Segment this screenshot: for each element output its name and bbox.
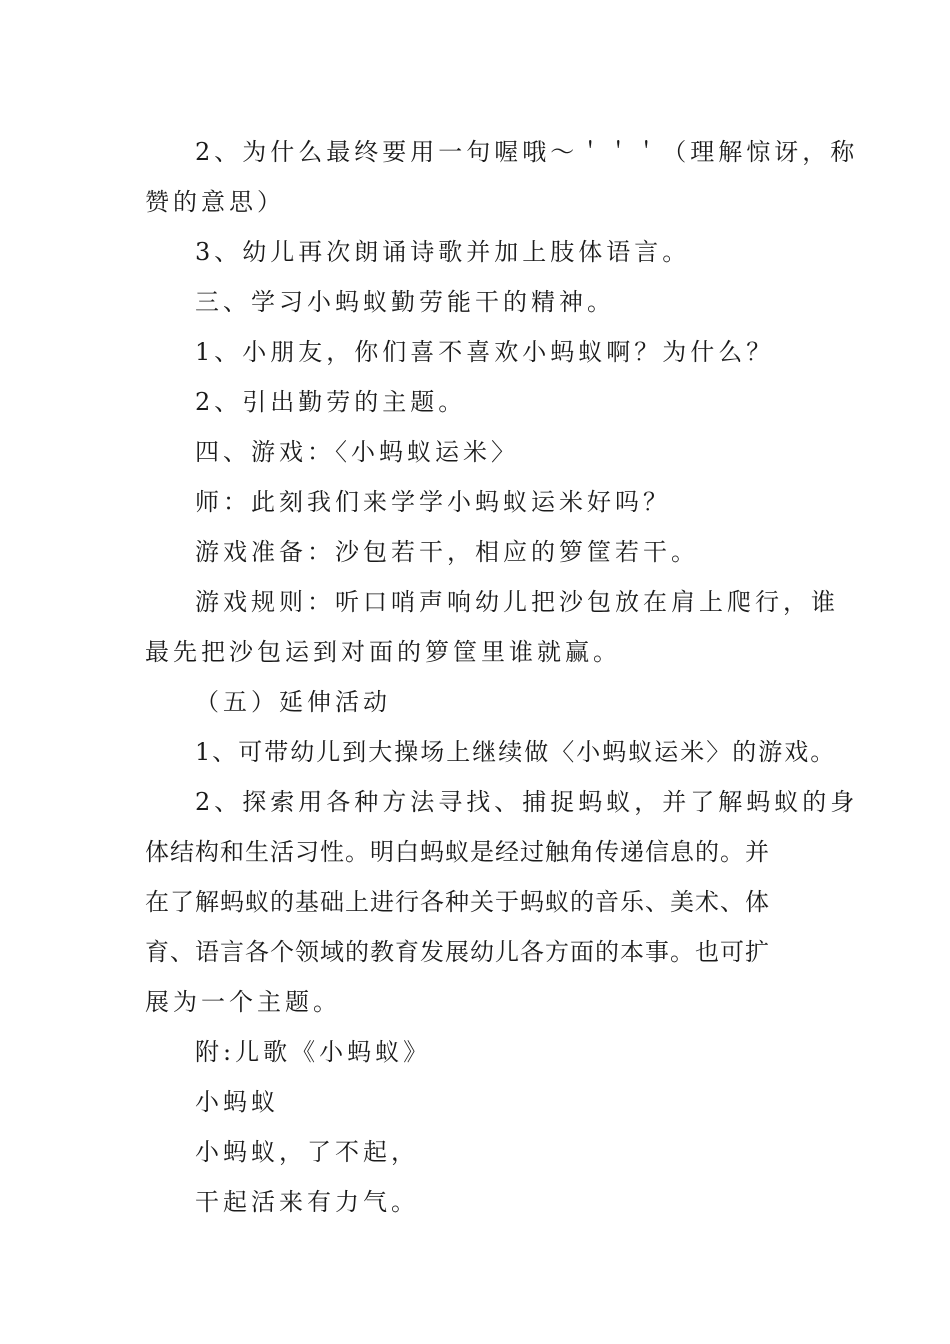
paragraph-line: 师：此刻我们来学学小蚂蚁运米好吗？ bbox=[195, 488, 671, 516]
paragraph-line: 2、引出勤劳的主题。 bbox=[195, 388, 467, 416]
paragraph-line: 最先把沙包运到对面的箩筐里谁就赢。 bbox=[145, 638, 621, 666]
paragraph-line: 2、探索用各种方法寻找、捕捉蚂蚁，并了解蚂蚁的身 bbox=[195, 788, 859, 816]
paragraph-line: 1、可带幼儿到大操场上继续做〈小蚂蚁运米〉的游戏。 bbox=[195, 738, 837, 766]
paragraph-line: 3、幼儿再次朗诵诗歌并加上肢体语言。 bbox=[195, 238, 691, 266]
paragraph-line: 赞的意思） bbox=[145, 188, 285, 216]
poem-caption: 附:儿歌《小蚂蚁》 bbox=[195, 1038, 432, 1066]
poem-line: 干起活来有力气。 bbox=[195, 1188, 419, 1216]
poem-title: 小蚂蚁 bbox=[195, 1088, 279, 1116]
paragraph-line: 在了解蚂蚁的基础上进行各种关于蚂蚁的音乐、美术、体 bbox=[145, 888, 770, 916]
paragraph-line: 体结构和生活习性。明白蚂蚁是经过触角传递信息的。并 bbox=[145, 838, 770, 866]
paragraph-line: 1、小朋友，你们喜不喜欢小蚂蚁啊？为什么？ bbox=[195, 338, 775, 366]
paragraph-line: 2、为什么最终要用一句喔哦～＇＇＇（理解惊讶，称 bbox=[195, 138, 859, 166]
section-heading: 三、学习小蚂蚁勤劳能干的精神。 bbox=[195, 288, 615, 316]
paragraph-line: 育、语言各个领域的教育发展幼儿各方面的本事。也可扩 bbox=[145, 938, 770, 966]
paragraph-line: 展为一个主题。 bbox=[145, 988, 341, 1016]
poem-line: 小蚂蚁，了不起， bbox=[195, 1138, 419, 1166]
paragraph-line: 游戏准备：沙包若干，相应的箩筐若干。 bbox=[195, 538, 699, 566]
section-heading: 四、游戏：〈小蚂蚁运米〉 bbox=[195, 438, 519, 466]
paragraph-line: 游戏规则：听口哨声响幼儿把沙包放在肩上爬行，谁 bbox=[195, 588, 839, 616]
section-heading: （五）延伸活动 bbox=[195, 688, 391, 716]
